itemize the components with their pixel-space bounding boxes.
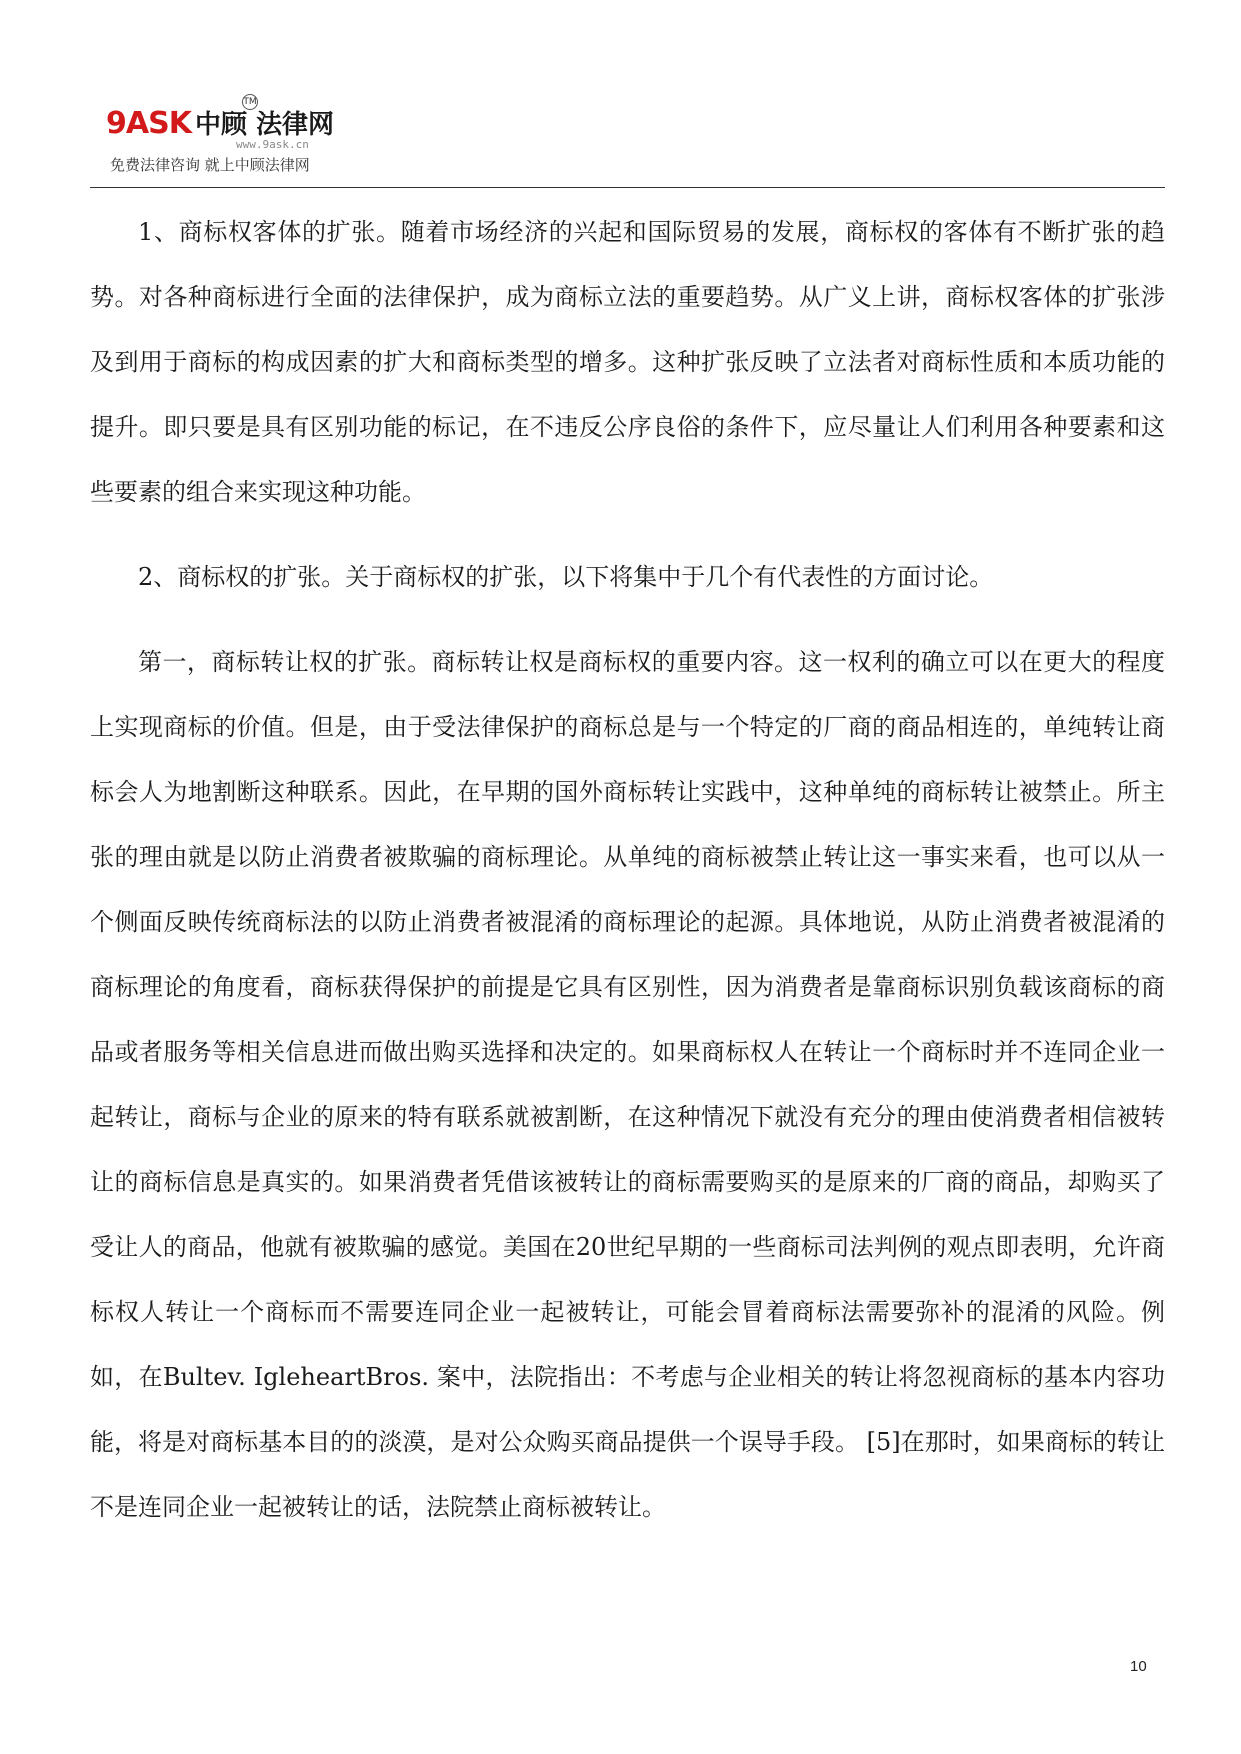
paragraph-3: 第一，商标转让权的扩张。商标转让权是商标权的重要内容。这一权利的确立可以在更大的程度上实现商标的价值。但是，由于受法律保护的商标总是与一个特定的厂商的商品相连的，单纯转让商标会人为地割断这种联系。因此，在早期的国外商标转让实践中，这种单纯的商标转让被禁止。所主张的理由就是以防止消费者被欺骗的商标理论。从单纯的商标被禁止转让这一事实来看，也可以从一个侧面反映传统商标法的以防止消费者被混淆的商标理论的起源。具体地说，从防止消费者被混淆的商标理论的角度看，商标获得保护的前提是它具有区别性，因为消费者是靠商标识别负载该商标的商品或者服务等相关信息进而做出购买选择和决定的。如果商标权人在转让一个商标时并不连同企业一起转让，商标与企业的原来的特有联系就被割断，在这种情况下就没有充分的理由使消费者相信被转让的商标信息是真实的。如果消费者凭借该被转让的商标需要购买的是原来的厂商的商品，却购买了受让人的商品，他就有被欺骗的感觉。美国在20世纪早期的一些商标司法判例的观点即表明，允许商标权人转让一个商标而不需要连同企业一起被转让，可能会冒着商标法需要弥补的混淆的风险。例如，在Bultev. IgleheartBros. 案中，法院指出：不考虑与企业相关的转让将忽视商标的基本内容功能，将是对商标基本目的的淡漠，是对公众购买商品提供一个误导手段。 [5]在那时，如果商标的转让不是连同企业一起被转让的话，法院禁止商标被转让。: [90, 648, 1165, 1521]
logo-slogan: 免费法律咨询 就上中顾法律网: [110, 156, 310, 174]
page-number: 10: [1130, 1658, 1147, 1675]
header-divider: [90, 187, 1165, 188]
page-header: [90, 88, 1165, 188]
logo-brand-chinese: 中顾 法律网: [194, 110, 335, 140]
paragraph-1: 1、商标权客体的扩张。随着市场经济的兴起和国际贸易的发展，商标权的客体有不断扩张的趋势。对各种商标进行全面的法律保护，成为商标立法的重要趋势。从广义上讲，商标权客体的扩张涉及到用于商标的构成因素的扩大和商标类型的增多。这种扩张反映了立法者对商标性质和本质功能的提升。即只要是具有区别功能的标记，在不违反公序良俗的条件下，应尽量让人们利用各种要素和这些要素的组合来实现这种功能。: [90, 218, 1165, 506]
logo-brand-latin: 9ASK: [106, 106, 191, 141]
paragraph-2: 2、商标权的扩张。关于商标权的扩张，以下将集中于几个有代表性的方面讨论。: [138, 563, 994, 591]
logo-url: www.9ask.cn: [236, 138, 309, 151]
trademark-icon: TM: [242, 94, 258, 110]
site-logo[interactable]: [90, 88, 420, 178]
logo-brand: [106, 104, 334, 141]
document-body: [90, 200, 1165, 1540]
